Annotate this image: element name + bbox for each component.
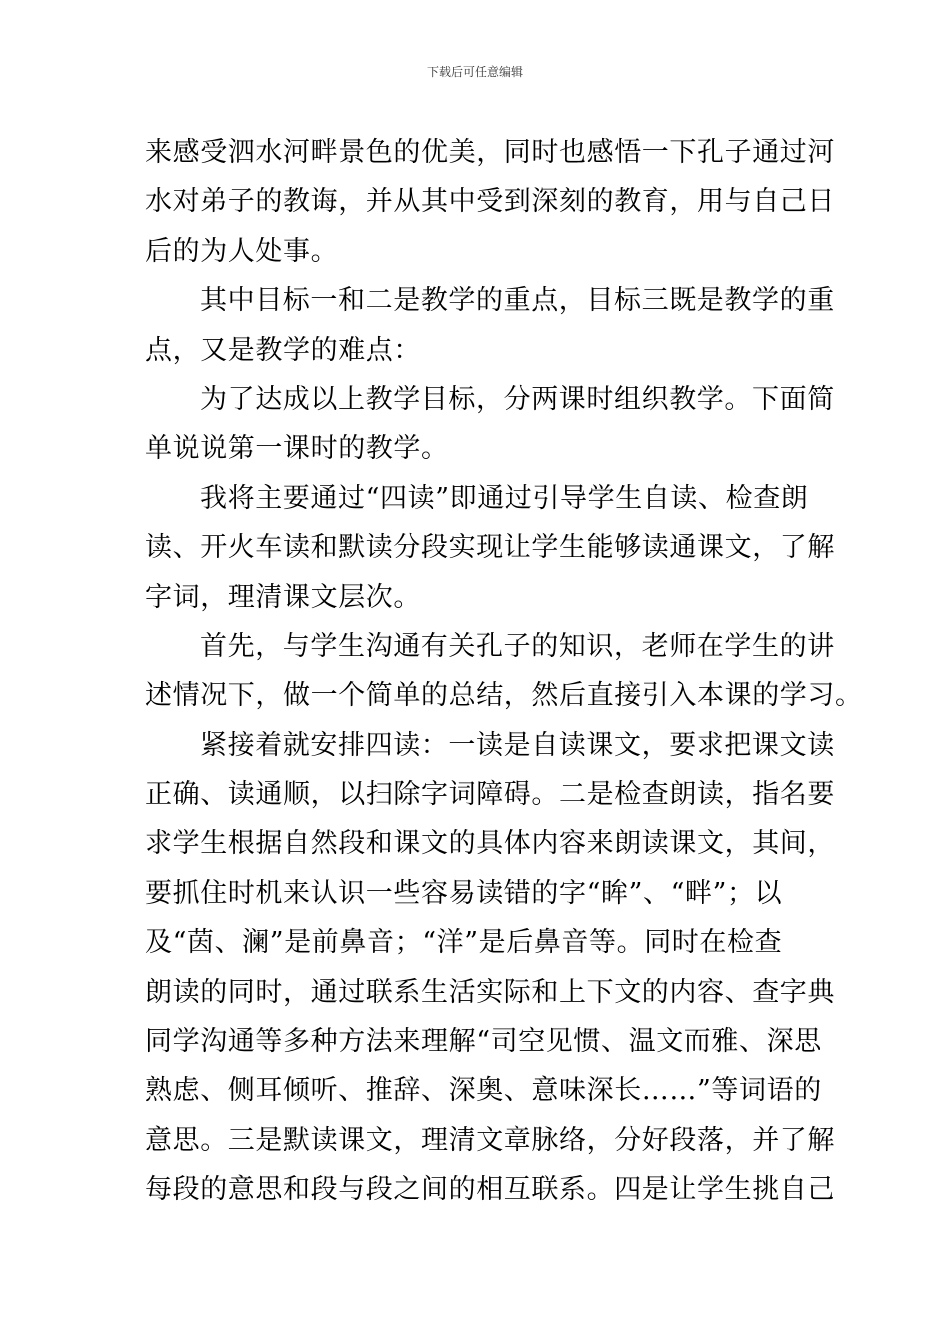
paragraph-first-line: 为了达成以上教学目标，分两课时组织教学。下面简 <box>200 383 835 415</box>
text-line: 字词，理清课文层次。 <box>145 581 421 613</box>
text-line: 朗读的同时，通过联系生活实际和上下文的内容、查字典 <box>145 976 835 1008</box>
text-line: 读、开火车读和默读分段实现让学生能够读通课文，了解 <box>145 532 835 564</box>
text-line: 正确、读通顺，以扫除字词障碍。二是检查朗读，指名要 <box>145 779 835 811</box>
paragraph-first-line: 首先，与学生沟通有关孔子的知识，老师在学生的讲 <box>200 630 835 662</box>
text-line: 述情况下，做一个简单的总结，然后直接引入本课的学习。 <box>145 680 863 712</box>
text-line: 同学沟通等多种方法来理解“司空见惯、温文而雅、深思 <box>145 1026 822 1058</box>
page-header: 下载后可任意编辑 <box>426 65 523 79</box>
text-line: 要抓住时机来认识一些容易读错的字“眸”、“畔”；以 <box>145 877 783 909</box>
text-line: 后的为人处事。 <box>145 235 339 267</box>
text-line: 意思。三是默读课文，理清文章脉络，分好段落，并了解 <box>145 1124 835 1156</box>
paragraph-first-line: 其中目标一和二是教学的重点，目标三既是教学的重 <box>200 285 835 317</box>
document-body <box>145 128 863 1215</box>
text-line: 水对弟子的教诲，并从其中受到深刻的教育，用与自己日 <box>145 186 835 218</box>
paragraph-first-line: 紧接着就安排四读：一读是自读课文，要求把课文读 <box>200 729 835 761</box>
text-line: 点，又是教学的难点： <box>145 334 421 366</box>
paragraph-first-line: 我将主要通过“四读”即通过引导学生自读、检查朗 <box>200 482 809 514</box>
text-line: 单说说第一课时的教学。 <box>145 433 449 465</box>
text-line: 求学生根据自然段和课文的具体内容来朗读课文，其间， <box>145 828 835 860</box>
text-line: 及“茵、澜”是前鼻音；“洋”是后鼻音等。同时在检查 <box>145 927 783 959</box>
text-line: 每段的意思和段与段之间的相互联系。四是让学生挑自己 <box>145 1174 835 1206</box>
text-line: 熟虑、侧耳倾听、推辞、深奥、意味深长……”等词语的 <box>145 1075 822 1107</box>
text-line: 来感受泗水河畔景色的优美，同时也感悟一下孔子通过河 <box>145 137 835 168</box>
